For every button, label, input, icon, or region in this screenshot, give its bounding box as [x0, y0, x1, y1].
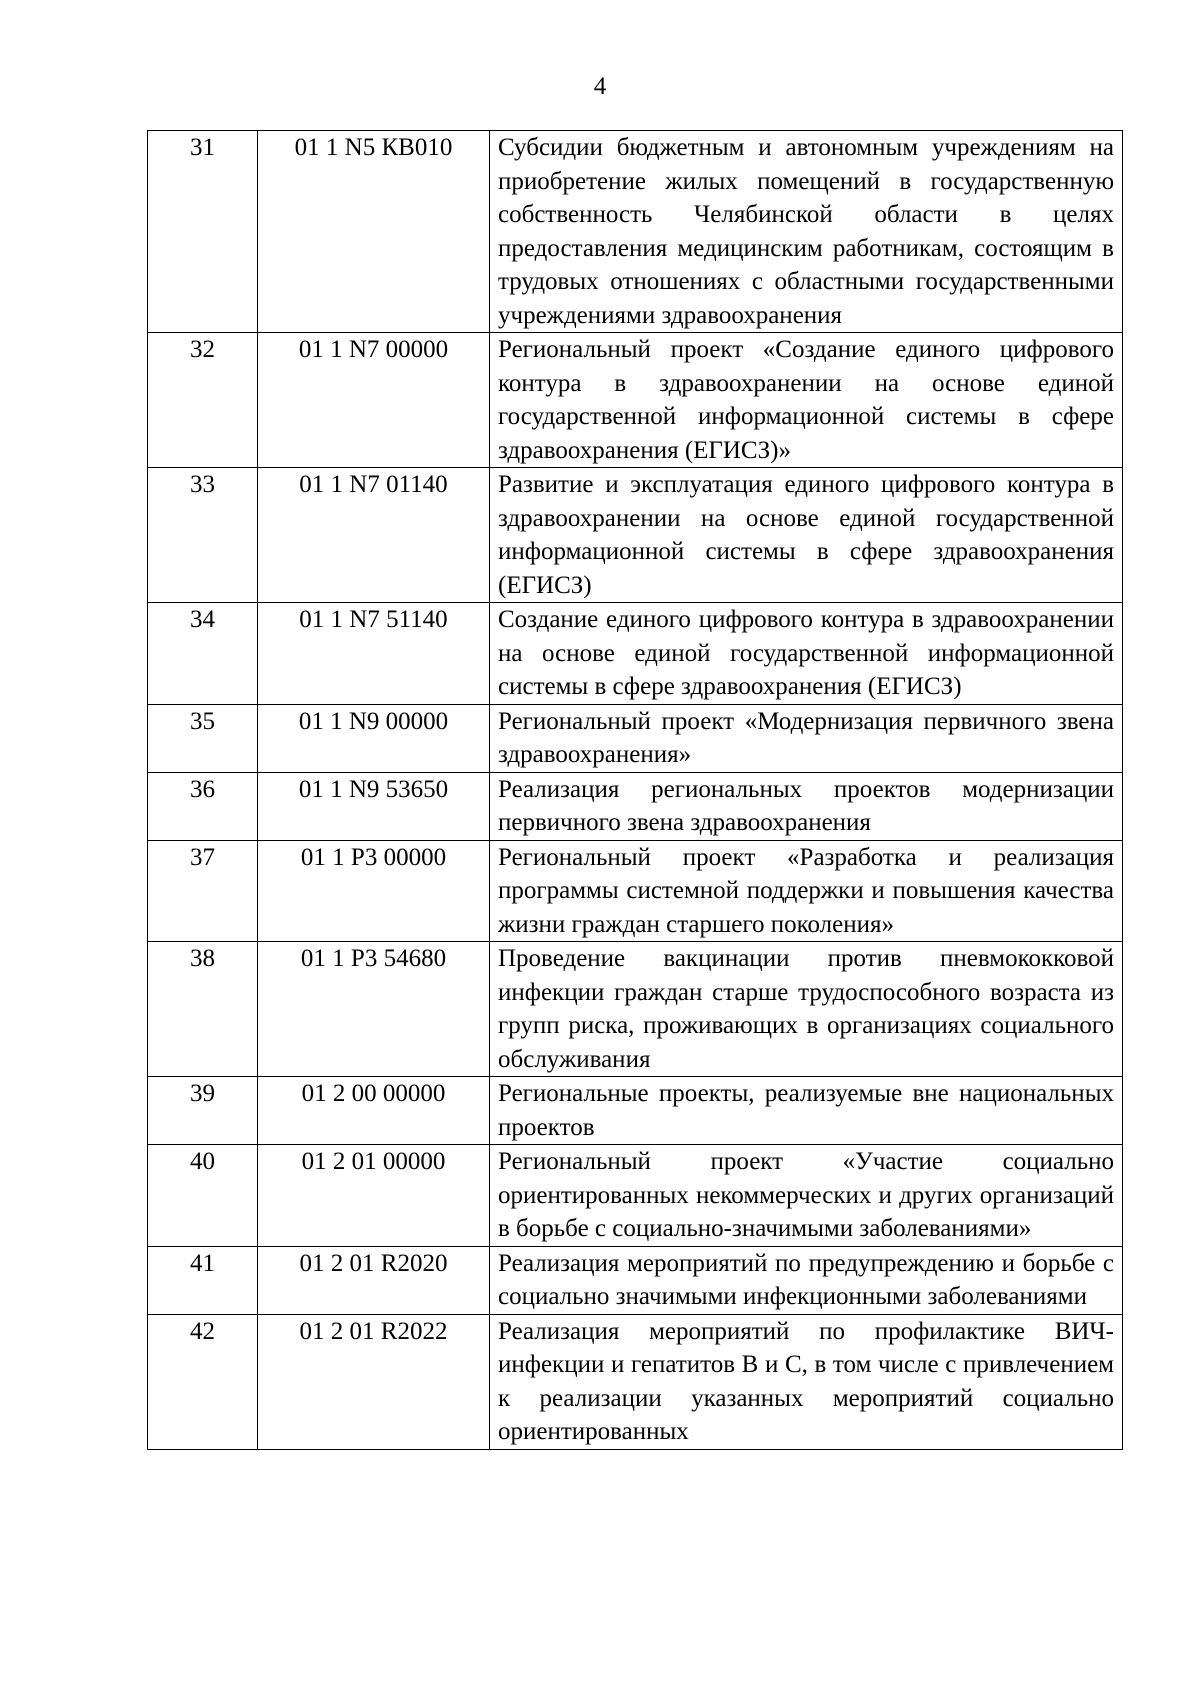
description-cell: Реализация мероприятий по профилактике ВИЧ-инфекции и гепатитов B и C, в том числе с привлечением к реализации указанных мероприятий социально ориентированных — [490, 1314, 1123, 1449]
row-number-cell: 38 — [148, 942, 258, 1077]
description-cell: Региональный проект «Модернизация первичного звена здравоохранения» — [490, 704, 1123, 772]
target-code-cell: 01 2 01 R2022 — [258, 1314, 490, 1449]
table-row — [148, 704, 1123, 772]
table-row — [148, 603, 1123, 705]
description-cell: Региональный проект «Разработка и реализация программы системной поддержки и повышения качества жизни граждан старшего поколения» — [490, 840, 1123, 942]
table-row — [148, 1314, 1123, 1449]
page-number: 4 — [593, 73, 607, 100]
description-cell: Региональные проекты, реализуемые вне национальных проектов — [490, 1077, 1123, 1145]
description-cell: Проведение вакцинации против пневмококковой инфекции граждан старше трудоспособного возраста из групп риска, проживающих в организациях социального обслуживания — [490, 942, 1123, 1077]
table-row — [148, 942, 1123, 1077]
target-code-cell: 01 2 01 00000 — [258, 1145, 490, 1247]
target-code-cell: 01 1 N5 КВ010 — [258, 131, 490, 333]
description-cell: Региональный проект «Участие социально ориентированных некоммерческих и других организаций в борьбе с социально-значимыми заболеваниями» — [490, 1145, 1123, 1247]
target-code-cell: 01 1 P3 00000 — [258, 840, 490, 942]
row-number-cell: 42 — [148, 1314, 258, 1449]
row-number-cell: 32 — [148, 333, 258, 468]
row-number-cell: 39 — [148, 1077, 258, 1145]
table-row — [148, 468, 1123, 603]
description-cell: Региональный проект «Создание единого цифрового контура в здравоохранении на основе единой государственной информационной системы в сфере здравоохранения (ЕГИСЗ)» — [490, 333, 1123, 468]
description-cell: Развитие и эксплуатация единого цифрового контура в здравоохранении на основе единой государственной информационной системы в сфере здравоохранения (ЕГИСЗ) — [490, 468, 1123, 603]
table-row — [148, 333, 1123, 468]
target-code-cell: 01 1 P3 54680 — [258, 942, 490, 1077]
row-number-cell: 31 — [148, 131, 258, 333]
description-cell: Реализация мероприятий по предупреждению и борьбе с социально значимыми инфекционными заболеваниями — [490, 1246, 1123, 1314]
row-number-cell: 40 — [148, 1145, 258, 1247]
target-code-cell: 01 1 N7 51140 — [258, 603, 490, 705]
row-number-cell: 41 — [148, 1246, 258, 1314]
target-code-cell: 01 1 N9 53650 — [258, 772, 490, 840]
description-cell: Создание единого цифрового контура в здравоохранении на основе единой государственной информационной системы в сфере здравоохранения (ЕГИСЗ) — [490, 603, 1123, 705]
target-code-cell: 01 1 N7 01140 — [258, 468, 490, 603]
row-number-cell: 36 — [148, 772, 258, 840]
budget-classification-table — [147, 130, 1123, 1450]
target-code-cell: 01 1 N7 00000 — [258, 333, 490, 468]
row-number-cell: 37 — [148, 840, 258, 942]
table-row — [148, 772, 1123, 840]
table-row — [148, 1246, 1123, 1314]
target-code-cell: 01 1 N9 00000 — [258, 704, 490, 772]
row-number-cell: 33 — [148, 468, 258, 603]
description-cell: Субсидии бюджетным и автономным учреждениям на приобретение жилых помещений в государственную собственность Челябинской области в целях предоставления медицинским работникам, состоящим в трудовых отношениях с областными государственными учреждениями здравоохранения — [490, 131, 1123, 333]
description-cell: Реализация региональных проектов модернизации первичного звена здравоохранения — [490, 772, 1123, 840]
table-row — [148, 1077, 1123, 1145]
table-row — [148, 131, 1123, 333]
row-number-cell: 35 — [148, 704, 258, 772]
target-code-cell: 01 2 00 00000 — [258, 1077, 490, 1145]
table-row — [148, 1145, 1123, 1247]
target-code-cell: 01 2 01 R2020 — [258, 1246, 490, 1314]
row-number-cell: 34 — [148, 603, 258, 705]
table-row — [148, 840, 1123, 942]
